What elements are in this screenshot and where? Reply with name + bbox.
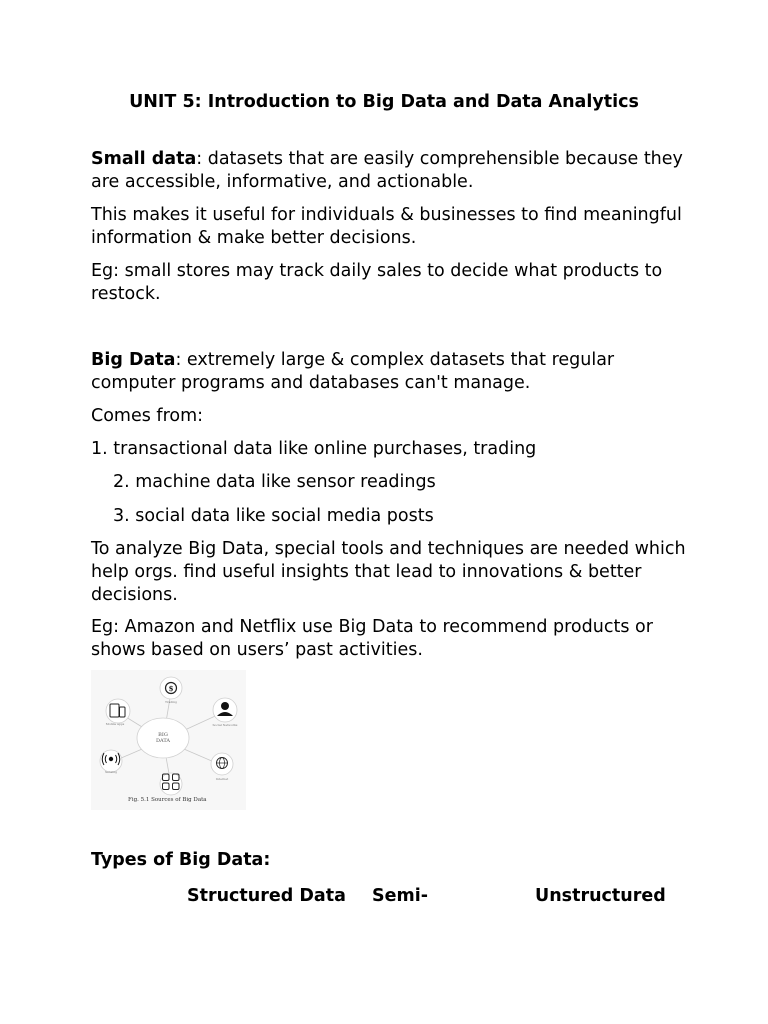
mobile-devices-icon bbox=[106, 699, 130, 723]
source-item-social: 3. social data like social media posts bbox=[113, 506, 434, 526]
big-data-sources-diagram bbox=[91, 670, 246, 810]
node-label-trading: Trading bbox=[165, 700, 177, 704]
big-data-example: Eg: Amazon and Netflix use Big Data to recommend products or shows based on users’ past activities. bbox=[91, 617, 653, 660]
types-heading: Types of Big Data: bbox=[91, 850, 271, 870]
dollar-refresh-icon bbox=[160, 677, 182, 699]
node-label-sensing: Sensing bbox=[104, 770, 118, 774]
node-label-mobile-apps: Mobile apps bbox=[105, 722, 125, 726]
column-structured: Structured Data bbox=[187, 886, 346, 906]
small-data-definition-text: : datasets that are easily comprehensible because they are accessible, informative, and actionable. bbox=[91, 149, 683, 192]
small-data-usefulness: This makes it useful for individuals & businesses to find meaningful information & make better decisions. bbox=[91, 205, 682, 248]
small-data-definition bbox=[91, 148, 691, 194]
column-unstructured: Unstructured bbox=[535, 886, 666, 906]
center-label-line2: DATA bbox=[155, 738, 171, 744]
source-item-transactional: 1. transactional data like online purchases, trading bbox=[91, 439, 537, 459]
grid-icon bbox=[160, 773, 182, 795]
small-data-example: Eg: small stores may track daily sales to decide what products to restock. bbox=[91, 261, 663, 304]
svg-text:$: $ bbox=[168, 684, 174, 693]
person-icon bbox=[213, 698, 237, 722]
big-data-definition-text: : extremely large & complex datasets that regular computer programs and databases can't manage. bbox=[91, 350, 615, 393]
big-data-term: Big Data bbox=[91, 350, 176, 370]
small-data-term: Small data bbox=[91, 149, 197, 169]
big-data-definition bbox=[91, 349, 691, 395]
figure-caption: Fig. 5.1 Sources of Big Data bbox=[128, 797, 207, 803]
wireless-sensor-icon bbox=[100, 750, 122, 772]
globe-icon bbox=[211, 753, 233, 775]
node-label-internet: Internet bbox=[215, 777, 229, 781]
comes-from-label: Comes from: bbox=[91, 406, 204, 426]
page-title: UNIT 5: Introduction to Big Data and Data Analytics bbox=[129, 92, 639, 112]
big-data-sources-figure bbox=[91, 670, 246, 810]
big-data-analysis: To analyze Big Data, special tools and techniques are needed which help orgs. find useful insights that lead to innovations & better decisions. bbox=[91, 539, 686, 605]
column-semi-structured: Semi- bbox=[372, 886, 428, 906]
source-item-machine: 2. machine data like sensor readings bbox=[113, 472, 436, 492]
center-label-line1: BIG bbox=[158, 732, 168, 738]
node-label-social-networks: Social Networks bbox=[212, 723, 238, 727]
